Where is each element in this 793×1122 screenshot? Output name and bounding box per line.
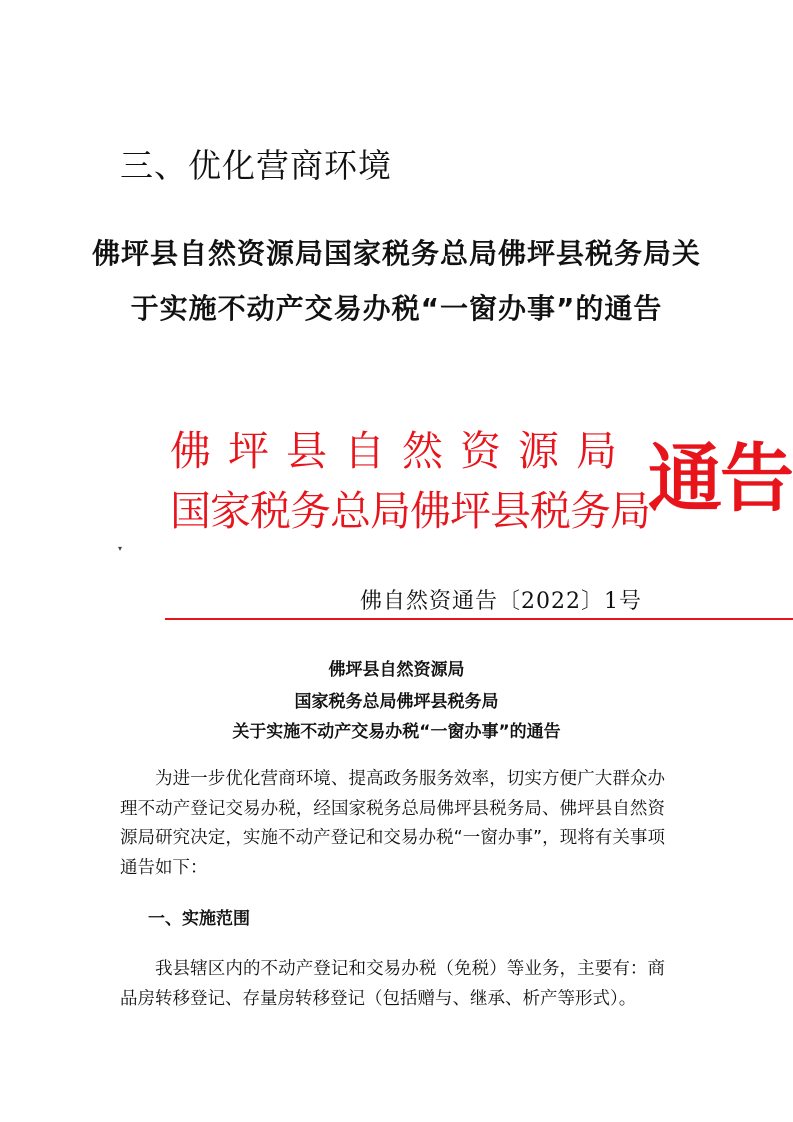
letterhead-line-2: 国家税务总局佛坪县税务局 [170, 487, 650, 535]
section-1-title: 一、实施范围 [148, 909, 250, 929]
notice-subtitle-3: 关于实施不动产交易办税“一窗办事”的通告 [232, 722, 561, 742]
document-number: 佛自然资通告〔2022〕1号 [360, 589, 642, 614]
section-1-body: 我县辖区内的不动产登记和交易办税（免税）等业务，主要有：商品房转移登记、存量房转移登记（包括赠与、继承、析产等形式）。 [120, 959, 665, 1009]
notice-subtitle-2: 国家税务总局佛坪县税务局 [294, 692, 499, 712]
notice-subtitle-1: 佛坪县自然资源局 [328, 660, 465, 680]
intro-paragraph: 为进一步优化营商环境、提高政务服务效率，切实方便广大群众办理不动产登记交易办税，经国家税务总局佛坪县税务局、佛坪县自然资源局研究决定，实施不动产登记和交易办税“一窗办事”，现将有关事项通告如下： [120, 769, 665, 878]
letterhead-notice-mark: 通告 [648, 436, 792, 522]
document-title: 佛坪县自然资源局国家税务总局佛坪县税务局关于实施不动产交易办税“一窗办事”的通告 [91, 237, 701, 325]
red-separator-rule [165, 618, 793, 620]
section-heading: 三、优化营商环境 [120, 146, 392, 185]
letterhead-line-1: 佛坪县自然资源局 [170, 427, 634, 475]
tiny-mark: ▾ [118, 544, 123, 553]
